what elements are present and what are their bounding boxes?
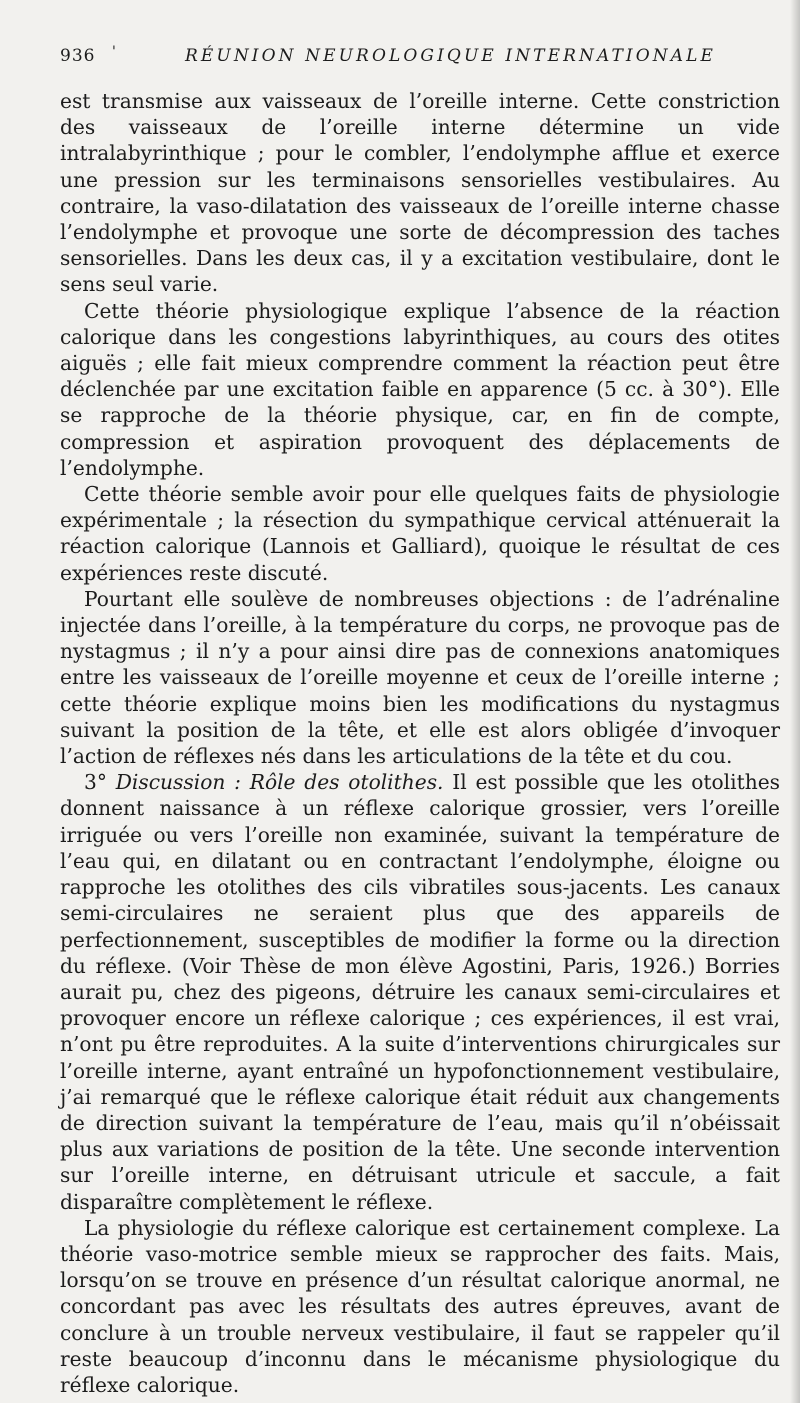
paragraph-5 xyxy=(60,769,780,1214)
paragraph-2: Cette théorie physiologique explique l’absence de la réaction calorique dans les congestions labyrinthiques, au cours des otites aiguës ; elle fait mieux comprendre comment la réaction peut être déclenchée par une excitation faible en apparence (5 cc. à 30°). Elle se rapproche de la théorie physique, car, en fin de compte, compression et aspiration provoquent des déplacements de l’endolymphe. xyxy=(60,298,780,480)
paragraph-4: Pourtant elle soulève de nombreuses objections : de l’adrénaline injectée dans l’oreille, à la température du corps, ne provoque pas de nystagmus ; il n’y a pour ainsi dire pas de connexions anatomiques entre les vaisseaux de l’oreille moyenne et ceux de l’oreille interne ; cette théorie explique moins bien les modifications du nystagmus suivant la position de la tête, et elle est alors obligée d’invoquer l’action de réflexes nés dans les articulations de la tête et du cou. xyxy=(60,586,780,769)
page-tick-mark: ' xyxy=(112,44,116,60)
body-text xyxy=(60,88,780,1398)
page-number: 936 xyxy=(60,46,96,66)
paragraph-3: Cette théorie semble avoir pour elle quelques faits de physiologie expérimentale ; la résection du sympathique cervical atténuerait la réaction calorique (Lannois et Galliard), quoique le résultat de ces expériences reste discuté. xyxy=(60,482,780,585)
paragraph-1: est transmise aux vaisseaux de l’oreille interne. Cette constriction des vaisseaux de l’oreille interne détermine un vide intralabyrinthique ; pour le combler, l’endolymphe afflue et exerce une pression sur les terminaisons sensorielles vestibulaires. Au contraire, la vaso-dilatation des vaisseaux de l’oreille interne chasse l’endolymphe et provoque une sorte de décompression des taches sensorielles. Dans les deux cas, il y a excitation vestibulaire, dont le sens seul varie. xyxy=(60,89,780,297)
paragraph-5-text: Il est possible que les otolithes donnent naissance à un réflexe calorique grossier, vers l’oreille irriguée ou vers l’oreille non examinée, suivant la température de l’eau qui, en dilatant ou en contractant l’endolymphe, éloigne ou rapproche les otolithes des cils vibratiles sous-jacents. Les canaux semi-circulaires ne seraient plus que des appareils de perfectionnement, susceptibles de modifier la forme ou la direction du réflexe. (Voir Thèse de mon élève Agostini, Paris, 1926.) Borries aurait pu, chez des pigeons, détruire les canaux semi-circulaires et provoquer encore un réflexe calorique ; ces expériences, il est vrai, n’ont pu être reproduites. A la suite d’interventions chirurgicales sur l’oreille interne, ayant entraîné un hypofonctionnement vestibulaire, j’ai remarqué que le réflexe calorique était réduit aux changements de direction suivant la température de l’eau, mais qu’il n’obéissait plus aux variations de position de la tête. Une seconde intervention sur l’oreille interne, en détruisant utricule et saccule, a fait disparaître complètement le réflexe. xyxy=(60,770,781,1214)
section-heading: Discussion : Rôle des otolithes. xyxy=(115,770,444,795)
page-header xyxy=(60,46,740,74)
paragraph-6: La physiologie du réflexe calorique est certainement complexe. La théorie vaso-motrice semble mieux se rapprocher des faits. Mais, lorsqu’on se trouve en présence d’un résultat calorique anormal, ne concordant pas avec les résultats des autres épreuves, avant de conclure à un trouble nerveux vestibulaire, il faut se rappeler qu’il reste beaucoup d’inconnu dans le mécanisme physiologique du réflexe calorique. xyxy=(60,1215,780,1397)
running-title: RÉUNION NEUROLOGIQUE INTERNATIONALE xyxy=(185,46,716,66)
section-number: 3° xyxy=(84,770,116,795)
page-edge-shadow xyxy=(790,0,800,1403)
